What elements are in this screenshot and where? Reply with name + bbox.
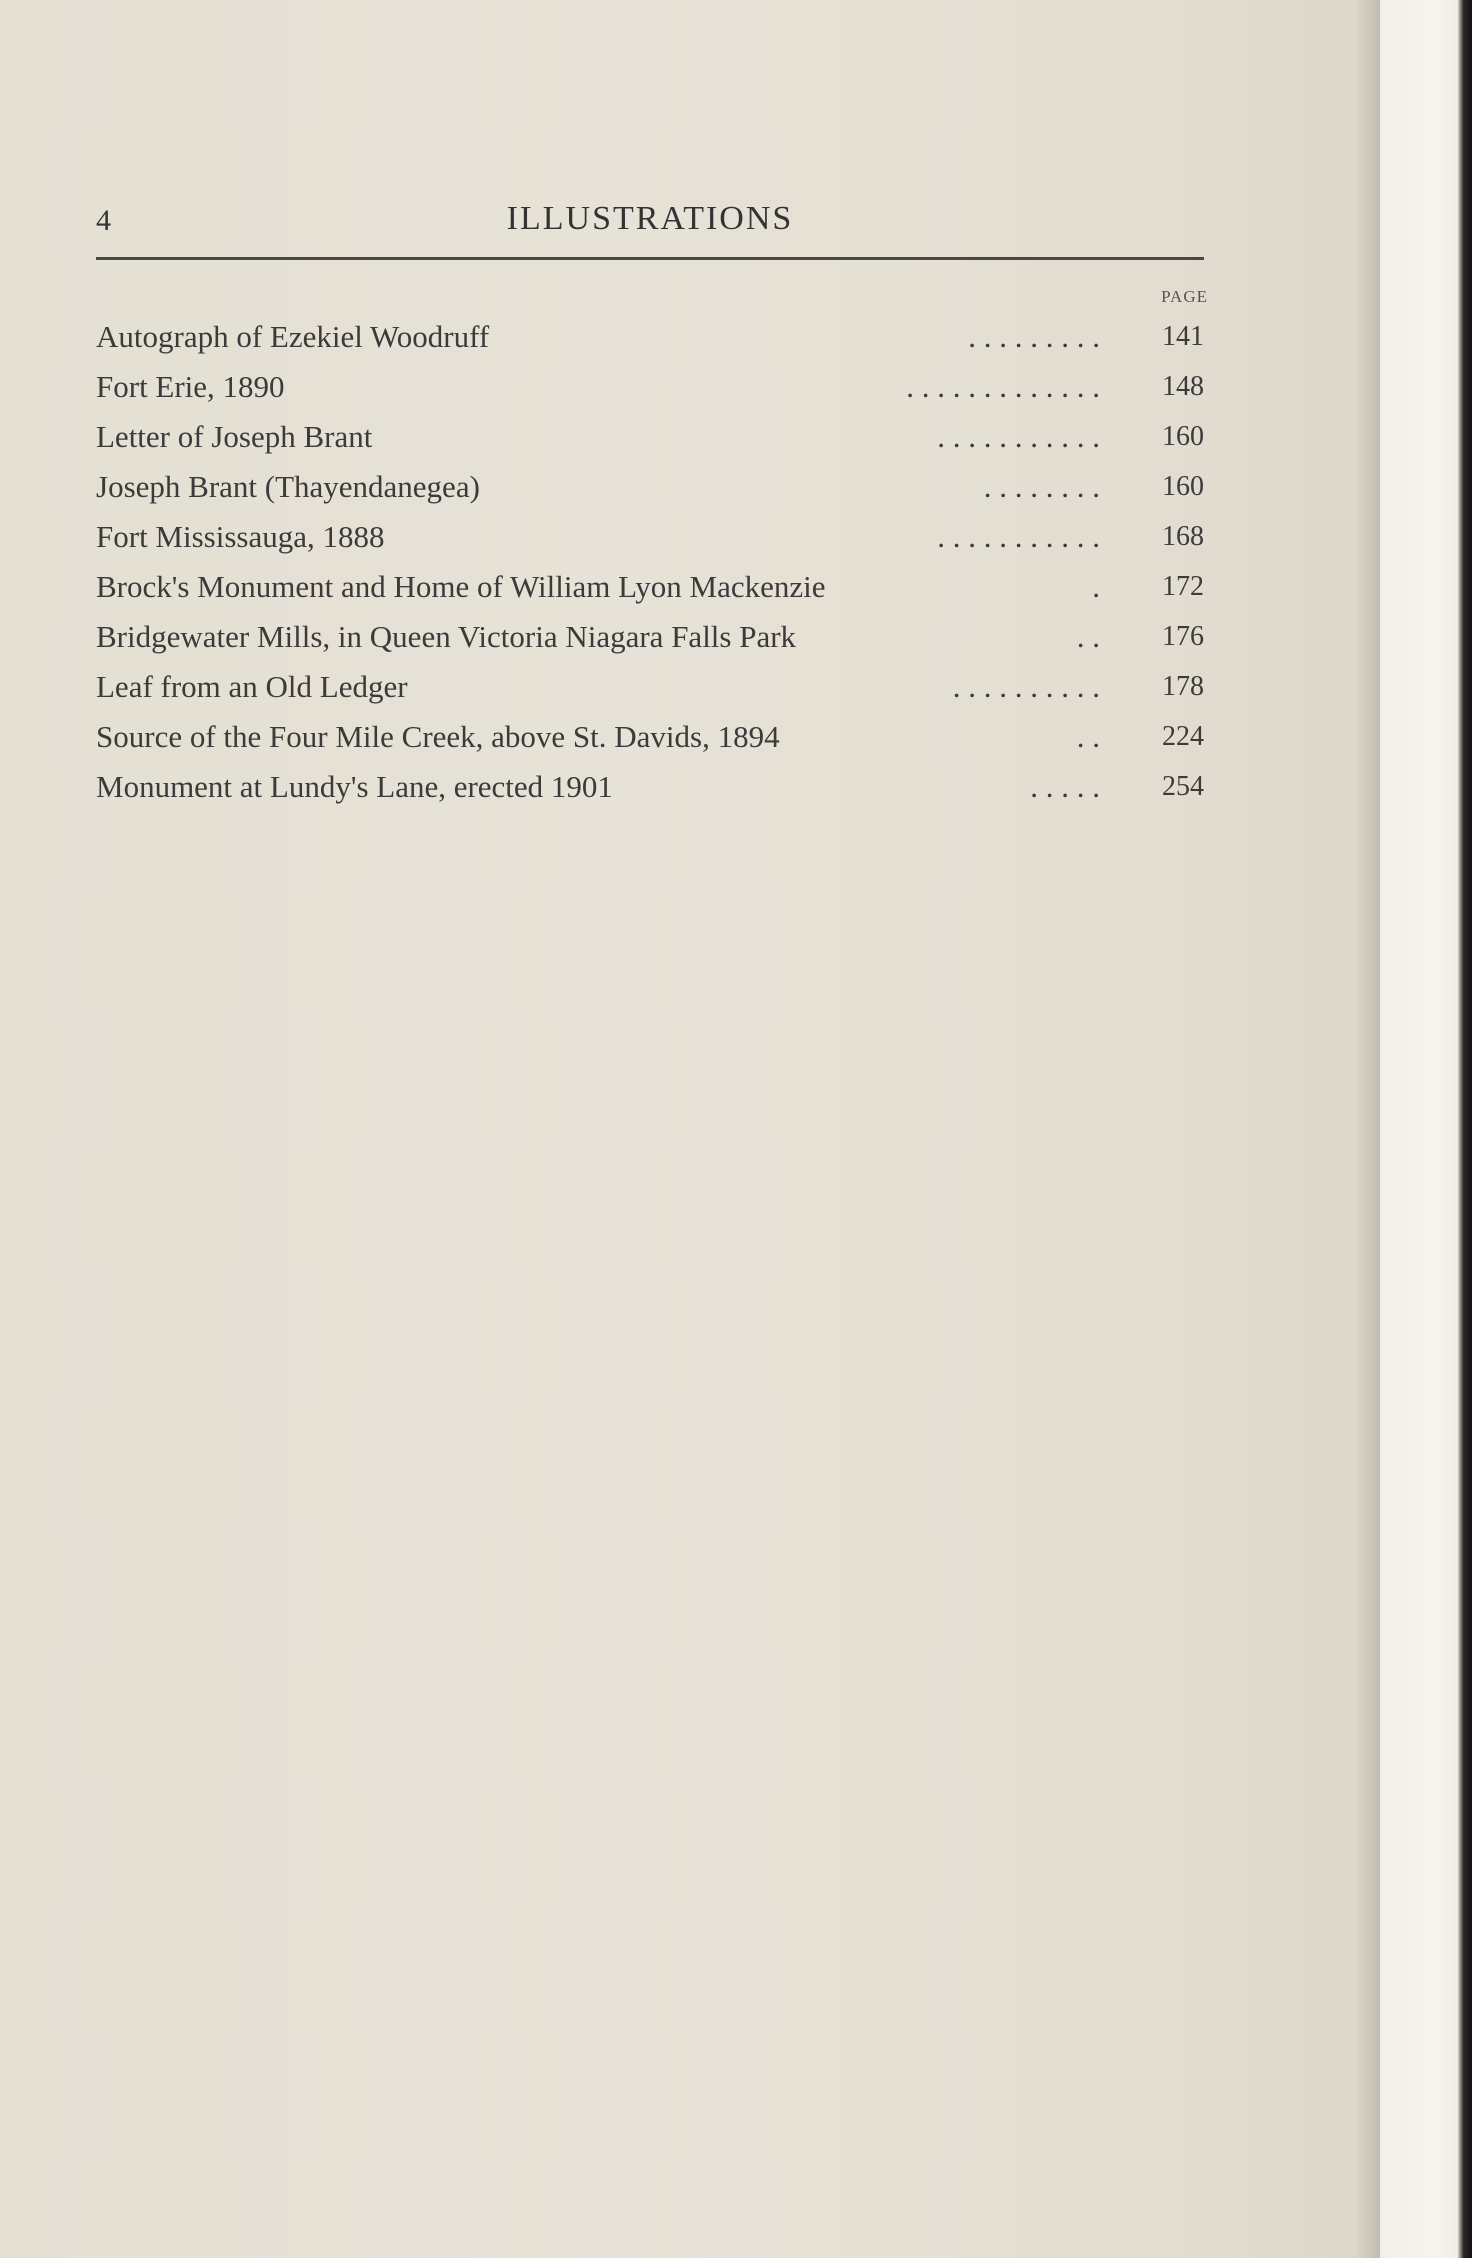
list-item <box>96 612 1208 662</box>
header-rule <box>96 257 1204 260</box>
entry-title: Brock's Monument and Home of William Lyon Mackenzie <box>96 569 826 604</box>
book-cover-edge <box>1458 0 1472 2258</box>
dot-leader: . . <box>1076 619 1100 654</box>
list-item <box>96 562 1208 612</box>
entry-title: Letter of Joseph Brant <box>96 419 373 454</box>
entry-page-number: 168 <box>1162 521 1204 552</box>
entry-page-number: 141 <box>1162 321 1204 352</box>
dot-leader: . . . . . . . . . . . <box>937 519 1100 554</box>
entry-page-number: 160 <box>1162 471 1204 502</box>
page-number: 4 <box>96 204 111 237</box>
list-item <box>96 712 1208 762</box>
list-item <box>96 362 1208 412</box>
entry-title: Source of the Four Mile Creek, above St. Davids, 1894 <box>96 719 780 754</box>
entry-title: Joseph Brant (Thayendanegea) <box>96 469 480 504</box>
running-title: ILLUSTRATIONS <box>506 200 794 237</box>
entry-page-number: 224 <box>1162 721 1204 752</box>
list-item <box>96 512 1208 562</box>
dot-leader: . <box>1092 569 1100 604</box>
page-column-label: PAGE <box>1161 287 1208 306</box>
illustrations-list <box>96 312 1208 812</box>
dot-leader: . . . . . . . . . . <box>952 669 1100 704</box>
entry-page-number: 176 <box>1162 621 1204 652</box>
dot-leader: . . . . . . . . . . . <box>937 419 1100 454</box>
entry-page-number: 178 <box>1162 671 1204 702</box>
list-item <box>96 412 1208 462</box>
dot-leader: . . . . . <box>1030 769 1100 804</box>
dot-leader: . . . . . . . . . . . . . <box>906 369 1100 404</box>
dot-leader: . . <box>1076 719 1100 754</box>
entry-title: Leaf from an Old Ledger <box>96 669 408 704</box>
entry-title: Fort Erie, 1890 <box>96 369 285 404</box>
page-header <box>96 200 1204 260</box>
entry-title: Fort Mississauga, 1888 <box>96 519 385 554</box>
entry-page-number: 254 <box>1162 771 1204 802</box>
entry-page-number: 172 <box>1162 571 1204 602</box>
list-item <box>96 762 1208 812</box>
entry-page-number: 160 <box>1162 421 1204 452</box>
dot-leader: . . . . . . . . . <box>968 319 1100 354</box>
list-item <box>96 462 1208 512</box>
entry-title: Autograph of Ezekiel Woodruff <box>96 319 490 354</box>
entry-title: Monument at Lundy's Lane, erected 1901 <box>96 769 613 804</box>
list-item <box>96 662 1208 712</box>
dot-leader: . . . . . . . . <box>983 469 1100 504</box>
list-item <box>96 312 1208 362</box>
entry-title: Bridgewater Mills, in Queen Victoria Niagara Falls Park <box>96 619 797 654</box>
entry-page-number: 148 <box>1162 371 1204 402</box>
